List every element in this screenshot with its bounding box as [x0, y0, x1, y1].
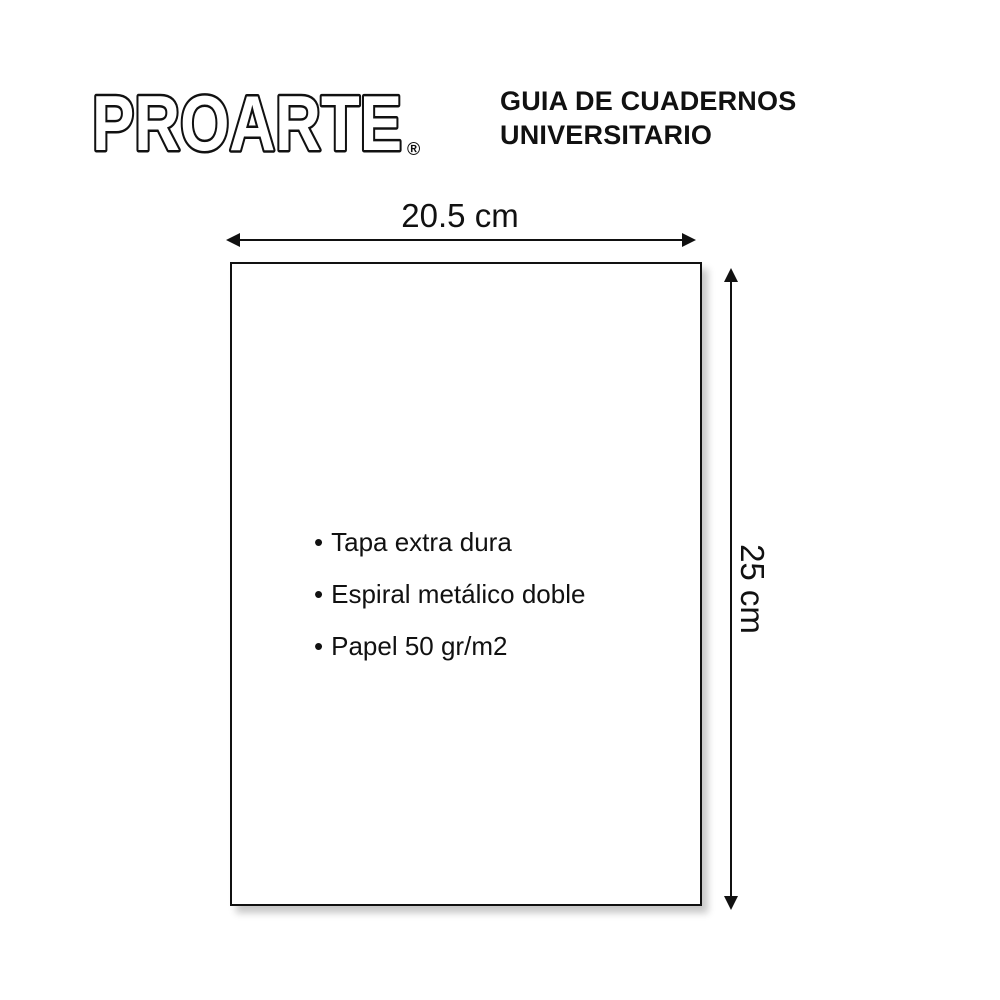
feature-item: • Espiral metálico doble	[314, 568, 585, 620]
heading-line-2: UNIVERSITARIO	[500, 120, 713, 150]
feature-list	[314, 516, 585, 672]
page-heading	[500, 84, 796, 152]
registered-mark: ®	[407, 139, 421, 159]
heading-line-1: GUIA DE CUADERNOS	[500, 86, 797, 116]
proarte-logo	[88, 80, 433, 162]
width-dimension-label: 20.5 cm	[401, 197, 519, 234]
feature-item: • Papel 50 gr/m2	[314, 620, 585, 672]
height-dimension-label: 25 cm	[734, 544, 771, 634]
notebook-outline	[230, 262, 702, 906]
feature-item: • Tapa extra dura	[314, 516, 585, 568]
logo-wordmark: PROARTE	[92, 80, 402, 162]
